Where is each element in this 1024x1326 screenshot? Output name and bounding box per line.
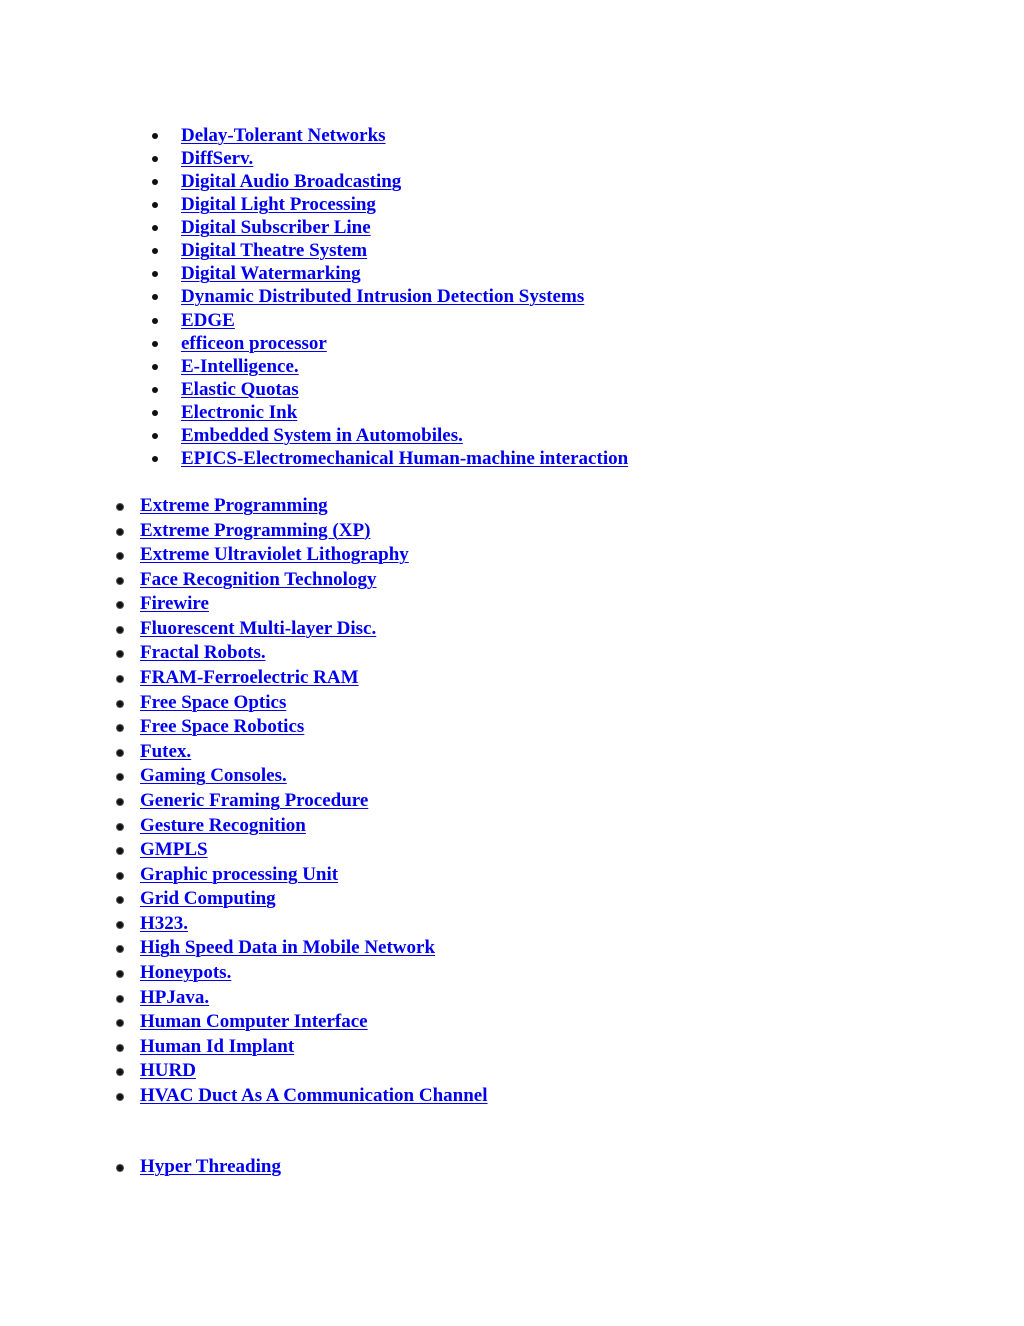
- topic-link[interactable]: Embedded System in Automobiles.: [181, 424, 463, 446]
- list-item: [140, 986, 488, 1011]
- topic-link[interactable]: Free Space Optics: [140, 691, 287, 713]
- list-item: [140, 740, 488, 765]
- bullet-icon: [152, 271, 158, 277]
- list-item: [181, 309, 628, 332]
- topic-link[interactable]: GMPLS: [140, 839, 208, 861]
- bullet-icon: [152, 225, 158, 231]
- bullet-icon: [152, 248, 158, 254]
- topic-link[interactable]: HVAC Duct As A Communication Channel: [140, 1084, 488, 1106]
- bullet-icon: [116, 970, 124, 978]
- list-item: [140, 666, 488, 691]
- topic-link[interactable]: Extreme Programming (XP): [140, 519, 371, 541]
- bullet-icon: [116, 552, 124, 560]
- list-item: [140, 1059, 488, 1084]
- list-item: [181, 262, 628, 285]
- list-item: [140, 912, 488, 937]
- list-item: [181, 378, 628, 401]
- topic-link[interactable]: Gaming Consoles.: [140, 765, 287, 787]
- nested-topic-list: [181, 124, 628, 470]
- bullet-icon: [152, 179, 158, 185]
- topic-link[interactable]: Fluorescent Multi-layer Disc.: [140, 617, 377, 639]
- bullet-icon: [116, 1044, 124, 1052]
- bullet-icon: [152, 156, 158, 162]
- topic-link[interactable]: EDGE: [181, 309, 235, 331]
- list-item: [181, 239, 628, 262]
- topic-link[interactable]: Extreme Programming: [140, 495, 328, 516]
- bullet-icon: [116, 1068, 124, 1076]
- bullet-icon: [116, 528, 124, 536]
- list-item: [140, 1084, 488, 1109]
- topic-link[interactable]: Dynamic Distributed Intrusion Detection Systems: [181, 286, 585, 308]
- topic-link[interactable]: Extreme Ultraviolet Lithography: [140, 544, 409, 566]
- bullet-icon: [116, 921, 124, 929]
- topic-link[interactable]: Grid Computing: [140, 888, 276, 910]
- list-item: [140, 814, 488, 839]
- list-item: [140, 691, 488, 716]
- list-item: [181, 447, 628, 470]
- bullet-icon: [116, 823, 124, 831]
- topic-link[interactable]: Human Computer Interface: [140, 1011, 368, 1033]
- bullet-icon: [116, 577, 124, 585]
- topic-link[interactable]: Graphic processing Unit: [140, 863, 339, 885]
- topic-link[interactable]: Delay-Tolerant Networks: [181, 125, 386, 146]
- bullet-icon: [116, 601, 124, 609]
- bullet-icon: [116, 847, 124, 855]
- bullet-icon: [152, 318, 158, 324]
- topic-link[interactable]: Free Space Robotics: [140, 716, 305, 738]
- list-item: [140, 568, 488, 593]
- topic-link[interactable]: DiffServ.: [181, 148, 254, 170]
- topic-link[interactable]: Digital Theatre System: [181, 240, 368, 262]
- trailing-topic-list: [140, 1155, 281, 1180]
- bullet-icon: [152, 456, 158, 462]
- list-item: [140, 887, 488, 912]
- bullet-icon: [116, 700, 124, 708]
- bullet-icon: [116, 896, 124, 904]
- list-item: [140, 1010, 488, 1035]
- topic-link[interactable]: Electronic Ink: [181, 401, 298, 423]
- list-item: [140, 838, 488, 863]
- list-item: [181, 424, 628, 447]
- list-item: [140, 1155, 281, 1180]
- list-item: [181, 193, 628, 216]
- list-item: [140, 494, 488, 519]
- list-item: [181, 170, 628, 193]
- topic-link[interactable]: High Speed Data in Mobile Network: [140, 937, 436, 959]
- bullet-icon: [116, 872, 124, 880]
- list-item: [140, 543, 488, 568]
- bullet-icon: [116, 675, 124, 683]
- list-item: [140, 592, 488, 617]
- topic-link[interactable]: HPJava.: [140, 986, 210, 1008]
- topic-link[interactable]: efficeon processor: [181, 332, 327, 354]
- bullet-icon: [116, 503, 124, 511]
- bullet-icon: [152, 294, 158, 300]
- bullet-icon: [116, 749, 124, 757]
- bullet-icon: [116, 650, 124, 658]
- topic-link[interactable]: Digital Subscriber Line: [181, 217, 371, 239]
- list-item: [181, 355, 628, 378]
- topic-link[interactable]: Gesture Recognition: [140, 814, 306, 836]
- bullet-icon: [152, 433, 158, 439]
- bullet-icon: [152, 133, 158, 139]
- bullet-icon: [116, 724, 124, 732]
- topic-link[interactable]: FRAM-Ferroelectric RAM: [140, 667, 359, 689]
- topic-link[interactable]: Human Id Implant: [140, 1035, 295, 1057]
- list-item: [181, 147, 628, 170]
- list-item: [181, 216, 628, 239]
- bullet-icon: [116, 773, 124, 781]
- topic-link[interactable]: EPICS-Electromechanical Human-machine interaction: [181, 447, 629, 469]
- topic-link[interactable]: H323.: [140, 912, 189, 934]
- bullet-icon: [152, 364, 158, 370]
- list-item: [181, 401, 628, 424]
- list-item: [140, 961, 488, 986]
- topic-link[interactable]: Elastic Quotas: [181, 378, 299, 400]
- bullet-icon: [116, 945, 124, 953]
- list-item: [140, 936, 488, 961]
- bullet-icon: [152, 410, 158, 416]
- list-item: [140, 764, 488, 789]
- topic-link[interactable]: Digital Light Processing: [181, 194, 376, 216]
- bullet-icon: [152, 387, 158, 393]
- topic-link[interactable]: Futex.: [140, 740, 192, 762]
- topic-link[interactable]: Digital Watermarking: [181, 263, 361, 285]
- main-topic-list: [140, 494, 488, 1108]
- topic-link[interactable]: HURD: [140, 1060, 196, 1082]
- list-item: [140, 617, 488, 642]
- bullet-icon: [116, 626, 124, 634]
- list-item: [140, 519, 488, 544]
- bullet-icon: [116, 1019, 124, 1027]
- bullet-icon: [116, 995, 124, 1003]
- bullet-icon: [116, 1093, 124, 1101]
- topic-link[interactable]: Face Recognition Technology: [140, 568, 377, 590]
- bullet-icon: [152, 341, 158, 347]
- topic-link[interactable]: Generic Framing Procedure: [140, 789, 369, 811]
- list-item: [181, 285, 628, 308]
- list-item: [140, 715, 488, 740]
- topic-link[interactable]: Digital Audio Broadcasting: [181, 171, 402, 193]
- list-item: [140, 863, 488, 888]
- list-item: [181, 332, 628, 355]
- topic-link[interactable]: E-Intelligence.: [181, 355, 299, 377]
- topic-link[interactable]: Honeypots.: [140, 961, 232, 983]
- list-item: [181, 124, 628, 147]
- topic-link[interactable]: Hyper Threading: [140, 1156, 281, 1177]
- topic-link[interactable]: Fractal Robots.: [140, 642, 266, 664]
- bullet-icon: [116, 1164, 124, 1172]
- bullet-icon: [116, 798, 124, 806]
- list-item: [140, 789, 488, 814]
- list-item: [140, 1035, 488, 1060]
- list-item: [140, 641, 488, 666]
- topic-link[interactable]: Firewire: [140, 593, 209, 615]
- bullet-icon: [152, 202, 158, 208]
